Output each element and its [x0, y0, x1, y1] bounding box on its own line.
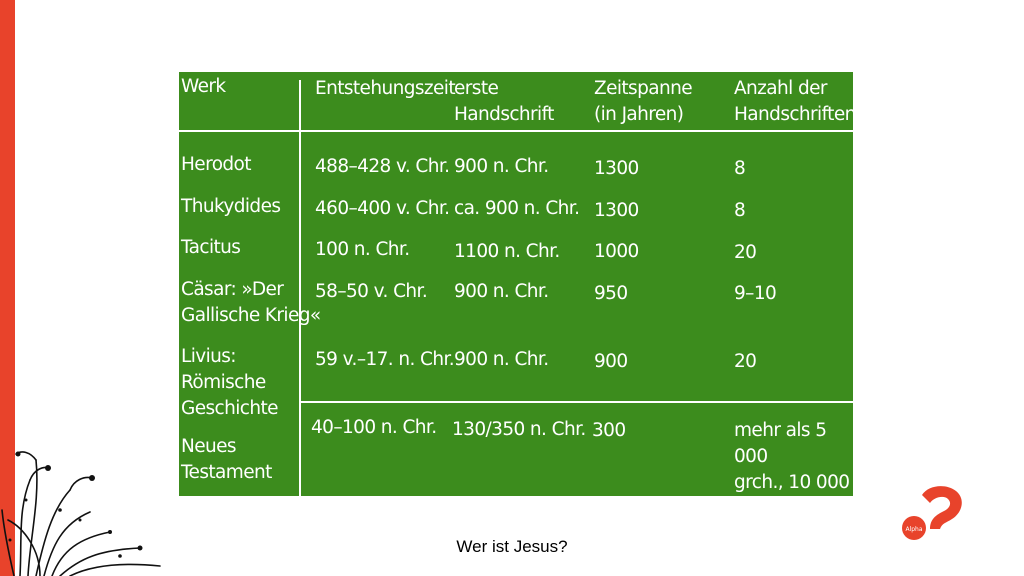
- header-rule: [179, 130, 853, 132]
- header-werk: Werk: [181, 76, 226, 97]
- table-cell: 1300: [594, 200, 639, 221]
- table-cell: 900 n. Chr.: [454, 156, 549, 177]
- manuscript-table: [179, 72, 856, 545]
- table-cell: 8: [734, 158, 746, 179]
- table-cell: Tacitus: [181, 237, 241, 258]
- table-cell: 950: [594, 283, 628, 304]
- svg-text:Alpha: Alpha: [905, 526, 923, 533]
- header-erste-handschrift: erste Handschrift: [454, 78, 554, 125]
- table-cell: 900: [594, 351, 628, 372]
- header-zeitspanne: Zeitspanne (in Jahren): [594, 78, 692, 125]
- header-entstehungszeit: Entstehungszeit: [315, 78, 455, 99]
- table-cell: 900 n. Chr.: [454, 349, 549, 370]
- table-cell: 8: [734, 200, 746, 221]
- table-cell: Cäsar: »Der Gallische Krieg«: [181, 279, 321, 326]
- table-cell: 20: [734, 242, 757, 263]
- table-cell: 20: [734, 351, 757, 372]
- table-cell: 58–50 v. Chr.: [315, 281, 428, 302]
- table-cell: Neues Testament: [181, 436, 272, 483]
- header-anzahl: Anzahl der Handschriften: [734, 78, 856, 125]
- nt-row-rule: [299, 401, 853, 403]
- slide-footer: Wer ist Jesus?: [456, 537, 568, 556]
- alpha-logo-icon: [900, 483, 966, 543]
- table-cell: 1300: [594, 158, 639, 179]
- table-cell: 59 v.–17. n. Chr.: [315, 349, 455, 370]
- table-cell: 900 n. Chr.: [454, 281, 549, 302]
- table-cell: 300: [592, 420, 626, 441]
- table-cell: Herodot: [181, 154, 251, 175]
- table-cell: 130/350 n. Chr.: [452, 419, 586, 440]
- table-cell: 460–400 v. Chr.: [315, 198, 450, 219]
- table-cell: Thukydides: [181, 196, 281, 217]
- table-cell: 1100 n. Chr.: [454, 241, 560, 262]
- table-cell: Livius: Römische Geschichte: [181, 346, 278, 419]
- table-cell: 488–428 v. Chr.: [315, 156, 450, 177]
- table-cell: mehr als 5 000 grch., 10 000 lat., 9 300 andere: [734, 420, 850, 545]
- table-cell: 1000: [594, 241, 639, 262]
- table-cell: 40–100 n. Chr.: [311, 417, 437, 438]
- table-cell: ca. 900 n. Chr.: [454, 198, 580, 219]
- table-cell: 100 n. Chr.: [315, 239, 410, 260]
- table-cell: 9–10: [734, 283, 777, 304]
